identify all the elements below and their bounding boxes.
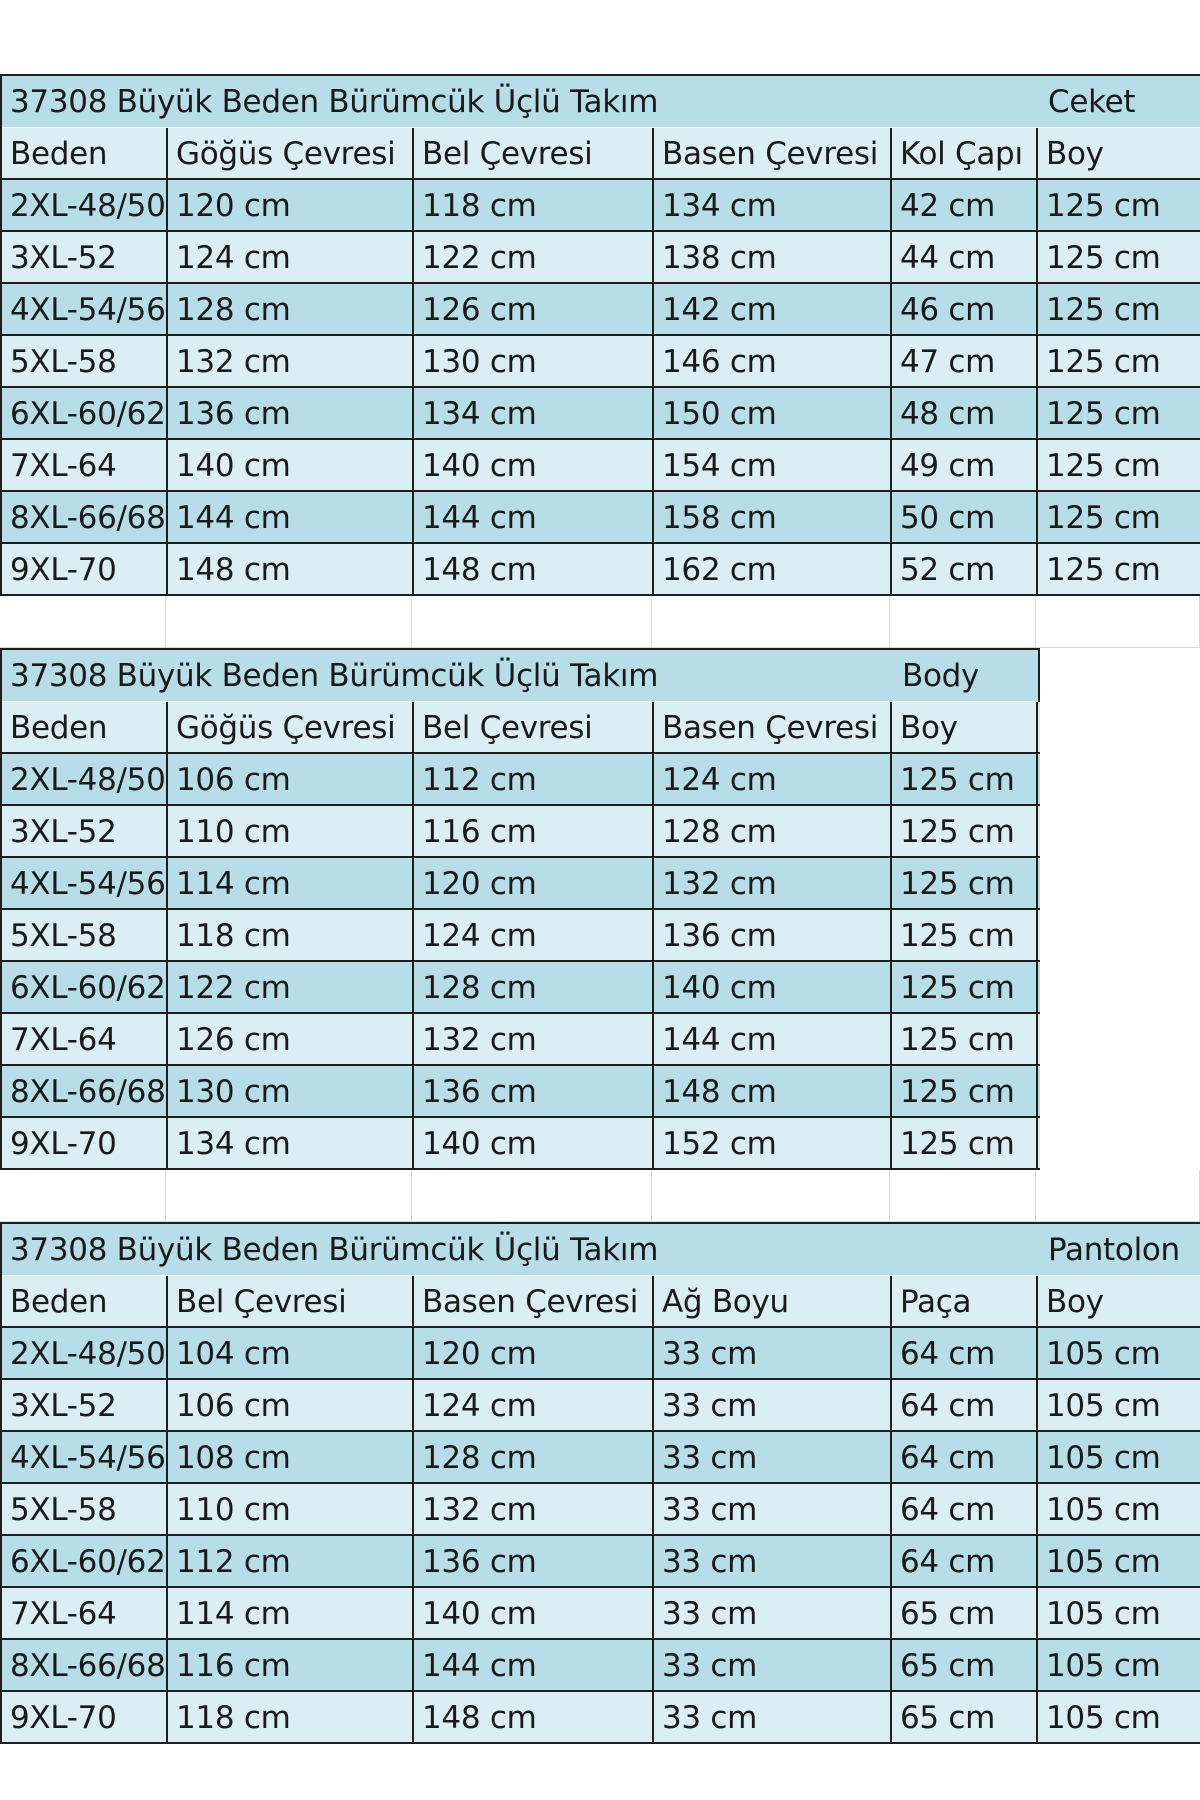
table-row xyxy=(2,180,1200,232)
column-header: Boy xyxy=(892,702,1038,754)
measure-cell: 125 cm xyxy=(892,858,1038,910)
measure-cell: 105 cm xyxy=(1038,1328,1200,1380)
measure-cell: 140 cm xyxy=(654,962,892,1014)
measure-cell: 114 cm xyxy=(168,1588,414,1640)
empty-cell xyxy=(652,596,890,648)
measure-cell: 120 cm xyxy=(168,180,414,232)
size-cell: 3XL-52 xyxy=(2,232,168,284)
measure-cell: 64 cm xyxy=(892,1432,1038,1484)
measure-cell: 104 cm xyxy=(168,1328,414,1380)
measure-cell: 106 cm xyxy=(168,1380,414,1432)
measure-cell: 116 cm xyxy=(414,806,654,858)
measure-cell: 128 cm xyxy=(414,962,654,1014)
empty-cell xyxy=(412,596,652,648)
measure-cell: 120 cm xyxy=(414,1328,654,1380)
measure-cell: 124 cm xyxy=(168,232,414,284)
measure-cell: 110 cm xyxy=(168,1484,414,1536)
table-row xyxy=(2,492,1200,544)
table-row xyxy=(2,232,1200,284)
measure-cell: 125 cm xyxy=(892,1014,1038,1066)
size-cell: 7XL-64 xyxy=(2,1014,168,1066)
measure-cell: 105 cm xyxy=(1038,1640,1200,1692)
table-row xyxy=(2,1640,1200,1692)
measure-cell: 136 cm xyxy=(414,1536,654,1588)
table-row xyxy=(2,388,1200,440)
size-cell: 2XL-48/50 xyxy=(2,1328,168,1380)
size-cell: 8XL-66/68 xyxy=(2,492,168,544)
size-cell: 5XL-58 xyxy=(2,910,168,962)
table-title: 37308 Büyük Beden Bürümcük Üçlü Takım xyxy=(10,1232,659,1268)
measure-cell: 134 cm xyxy=(168,1118,414,1170)
measure-cell: 122 cm xyxy=(414,232,654,284)
measure-cell: 125 cm xyxy=(892,910,1038,962)
table-header-row xyxy=(2,128,1200,180)
measure-cell: 140 cm xyxy=(414,440,654,492)
measure-cell: 125 cm xyxy=(892,754,1038,806)
table-title: 37308 Büyük Beden Bürümcük Üçlü Takım xyxy=(10,84,659,120)
measure-cell: 148 cm xyxy=(654,1066,892,1118)
column-header: Göğüs Çevresi xyxy=(168,702,414,754)
measure-cell: 130 cm xyxy=(414,336,654,388)
measure-cell: 125 cm xyxy=(892,962,1038,1014)
measure-cell: 125 cm xyxy=(892,806,1038,858)
measure-cell: 118 cm xyxy=(414,180,654,232)
measure-cell: 125 cm xyxy=(892,1066,1038,1118)
measure-cell: 150 cm xyxy=(654,388,892,440)
measure-cell: 144 cm xyxy=(414,1640,654,1692)
measure-cell: 49 cm xyxy=(892,440,1038,492)
table-row xyxy=(2,1484,1200,1536)
measure-cell: 64 cm xyxy=(892,1484,1038,1536)
table-row xyxy=(2,336,1200,388)
empty-spreadsheet-row xyxy=(0,596,1200,648)
measure-cell: 108 cm xyxy=(168,1432,414,1484)
table-row xyxy=(2,1588,1200,1640)
empty-cell xyxy=(890,1170,1036,1222)
size-cell: 3XL-52 xyxy=(2,806,168,858)
size-cell: 8XL-66/68 xyxy=(2,1640,168,1692)
measure-cell: 46 cm xyxy=(892,284,1038,336)
table-row xyxy=(2,1066,1040,1118)
column-header: Göğüs Çevresi xyxy=(168,128,414,180)
measure-cell: 105 cm xyxy=(1038,1380,1200,1432)
measure-cell: 125 cm xyxy=(1038,232,1200,284)
measure-cell: 105 cm xyxy=(1038,1536,1200,1588)
empty-spreadsheet-row xyxy=(0,1170,1200,1222)
column-header: Ağ Boyu xyxy=(654,1276,892,1328)
measure-cell: 105 cm xyxy=(1038,1588,1200,1640)
empty-cell xyxy=(166,596,412,648)
size-table-pantolon xyxy=(0,1222,1200,1744)
table-row xyxy=(2,910,1040,962)
table-row xyxy=(2,284,1200,336)
measure-cell: 110 cm xyxy=(168,806,414,858)
table-row xyxy=(2,754,1040,806)
measure-cell: 148 cm xyxy=(414,1692,654,1744)
measure-cell: 140 cm xyxy=(168,440,414,492)
measure-cell: 65 cm xyxy=(892,1692,1038,1744)
measure-cell: 128 cm xyxy=(654,806,892,858)
measure-cell: 116 cm xyxy=(168,1640,414,1692)
measure-cell: 138 cm xyxy=(654,232,892,284)
measure-cell: 50 cm xyxy=(892,492,1038,544)
measure-cell: 33 cm xyxy=(654,1380,892,1432)
measure-cell: 152 cm xyxy=(654,1118,892,1170)
measure-cell: 33 cm xyxy=(654,1640,892,1692)
table-title: 37308 Büyük Beden Bürümcük Üçlü Takım xyxy=(10,658,659,694)
size-table-body xyxy=(0,648,1040,1170)
measure-cell: 52 cm xyxy=(892,544,1038,596)
column-header: Bel Çevresi xyxy=(414,128,654,180)
column-header: Beden xyxy=(2,128,168,180)
empty-cell xyxy=(1036,596,1200,648)
measure-cell: 128 cm xyxy=(168,284,414,336)
measure-cell: 125 cm xyxy=(1038,284,1200,336)
measure-cell: 134 cm xyxy=(654,180,892,232)
measure-cell: 33 cm xyxy=(654,1328,892,1380)
measure-cell: 132 cm xyxy=(414,1014,654,1066)
table-row xyxy=(2,1328,1200,1380)
size-table-ceket xyxy=(0,74,1200,596)
size-cell: 6XL-60/62 xyxy=(2,962,168,1014)
measure-cell: 64 cm xyxy=(892,1536,1038,1588)
column-header: Kol Çapı xyxy=(892,128,1038,180)
measure-cell: 33 cm xyxy=(654,1484,892,1536)
measure-cell: 125 cm xyxy=(1038,492,1200,544)
size-cell: 2XL-48/50 xyxy=(2,754,168,806)
size-cell: 6XL-60/62 xyxy=(2,1536,168,1588)
measure-cell: 106 cm xyxy=(168,754,414,806)
size-cell: 9XL-70 xyxy=(2,1692,168,1744)
measure-cell: 42 cm xyxy=(892,180,1038,232)
size-cell: 6XL-60/62 xyxy=(2,388,168,440)
empty-cell xyxy=(652,1170,890,1222)
empty-cell xyxy=(0,1170,166,1222)
table-row xyxy=(2,1692,1200,1744)
measure-cell: 142 cm xyxy=(654,284,892,336)
table-row xyxy=(2,806,1040,858)
measure-cell: 140 cm xyxy=(414,1118,654,1170)
table-row xyxy=(2,1536,1200,1588)
column-header: Basen Çevresi xyxy=(654,128,892,180)
table-row xyxy=(2,544,1200,596)
measure-cell: 64 cm xyxy=(892,1328,1038,1380)
measure-cell: 33 cm xyxy=(654,1588,892,1640)
size-cell: 9XL-70 xyxy=(2,1118,168,1170)
measure-cell: 144 cm xyxy=(414,492,654,544)
column-header: Beden xyxy=(2,702,168,754)
table-title-row xyxy=(2,76,1200,128)
empty-cell xyxy=(166,1170,412,1222)
measure-cell: 125 cm xyxy=(1038,180,1200,232)
measure-cell: 112 cm xyxy=(168,1536,414,1588)
measure-cell: 136 cm xyxy=(654,910,892,962)
table-row xyxy=(2,1380,1200,1432)
column-header: Boy xyxy=(1038,1276,1200,1328)
measure-cell: 158 cm xyxy=(654,492,892,544)
table-header-row xyxy=(2,1276,1200,1328)
column-header: Basen Çevresi xyxy=(654,702,892,754)
measure-cell: 136 cm xyxy=(414,1066,654,1118)
measure-cell: 125 cm xyxy=(1038,388,1200,440)
measure-cell: 125 cm xyxy=(1038,544,1200,596)
size-cell: 7XL-64 xyxy=(2,440,168,492)
measure-cell: 124 cm xyxy=(414,1380,654,1432)
measure-cell: 48 cm xyxy=(892,388,1038,440)
measure-cell: 120 cm xyxy=(414,858,654,910)
size-cell: 5XL-58 xyxy=(2,1484,168,1536)
measure-cell: 64 cm xyxy=(892,1380,1038,1432)
size-cell: 2XL-48/50 xyxy=(2,180,168,232)
size-cell: 5XL-58 xyxy=(2,336,168,388)
column-header: Beden xyxy=(2,1276,168,1328)
size-cell: 9XL-70 xyxy=(2,544,168,596)
measure-cell: 124 cm xyxy=(414,910,654,962)
measure-cell: 128 cm xyxy=(414,1432,654,1484)
measure-cell: 125 cm xyxy=(892,1118,1038,1170)
table-row xyxy=(2,440,1200,492)
measure-cell: 33 cm xyxy=(654,1432,892,1484)
measure-cell: 132 cm xyxy=(168,336,414,388)
measure-cell: 125 cm xyxy=(1038,440,1200,492)
measure-cell: 136 cm xyxy=(168,388,414,440)
empty-cell xyxy=(412,1170,652,1222)
measure-cell: 124 cm xyxy=(654,754,892,806)
measure-cell: 47 cm xyxy=(892,336,1038,388)
empty-cell xyxy=(1036,1170,1200,1222)
table-part-label: Body xyxy=(894,650,1040,702)
measure-cell: 146 cm xyxy=(654,336,892,388)
table-row xyxy=(2,858,1040,910)
empty-cell xyxy=(0,596,166,648)
table-row xyxy=(2,962,1040,1014)
measure-cell: 126 cm xyxy=(168,1014,414,1066)
column-header: Basen Çevresi xyxy=(414,1276,654,1328)
measure-cell: 125 cm xyxy=(1038,336,1200,388)
measure-cell: 134 cm xyxy=(414,388,654,440)
table-title-row xyxy=(2,650,1040,702)
measure-cell: 118 cm xyxy=(168,910,414,962)
size-cell: 3XL-52 xyxy=(2,1380,168,1432)
measure-cell: 112 cm xyxy=(414,754,654,806)
measure-cell: 126 cm xyxy=(414,284,654,336)
measure-cell: 44 cm xyxy=(892,232,1038,284)
measure-cell: 162 cm xyxy=(654,544,892,596)
size-chart-sheet xyxy=(0,74,1200,1744)
table-part-label: Pantolon xyxy=(1040,1224,1200,1276)
measure-cell: 65 cm xyxy=(892,1588,1038,1640)
measure-cell: 122 cm xyxy=(168,962,414,1014)
measure-cell: 105 cm xyxy=(1038,1692,1200,1744)
measure-cell: 130 cm xyxy=(168,1066,414,1118)
column-header: Bel Çevresi xyxy=(168,1276,414,1328)
table-title-row xyxy=(2,1224,1200,1276)
measure-cell: 65 cm xyxy=(892,1640,1038,1692)
table-row xyxy=(2,1014,1040,1066)
empty-cell xyxy=(890,596,1036,648)
table-part-label: Ceket xyxy=(1040,76,1200,128)
measure-cell: 118 cm xyxy=(168,1692,414,1744)
measure-cell: 105 cm xyxy=(1038,1432,1200,1484)
measure-cell: 132 cm xyxy=(414,1484,654,1536)
table-row xyxy=(2,1432,1200,1484)
measure-cell: 33 cm xyxy=(654,1692,892,1744)
size-cell: 7XL-64 xyxy=(2,1588,168,1640)
measure-cell: 33 cm xyxy=(654,1536,892,1588)
size-cell: 8XL-66/68 xyxy=(2,1066,168,1118)
size-cell: 4XL-54/56 xyxy=(2,858,168,910)
measure-cell: 114 cm xyxy=(168,858,414,910)
measure-cell: 144 cm xyxy=(168,492,414,544)
size-cell: 4XL-54/56 xyxy=(2,1432,168,1484)
measure-cell: 105 cm xyxy=(1038,1484,1200,1536)
measure-cell: 148 cm xyxy=(168,544,414,596)
column-header: Bel Çevresi xyxy=(414,702,654,754)
measure-cell: 144 cm xyxy=(654,1014,892,1066)
column-header: Paça xyxy=(892,1276,1038,1328)
table-row xyxy=(2,1118,1040,1170)
measure-cell: 154 cm xyxy=(654,440,892,492)
measure-cell: 132 cm xyxy=(654,858,892,910)
measure-cell: 148 cm xyxy=(414,544,654,596)
table-header-row xyxy=(2,702,1040,754)
measure-cell: 140 cm xyxy=(414,1588,654,1640)
size-cell: 4XL-54/56 xyxy=(2,284,168,336)
column-header: Boy xyxy=(1038,128,1200,180)
